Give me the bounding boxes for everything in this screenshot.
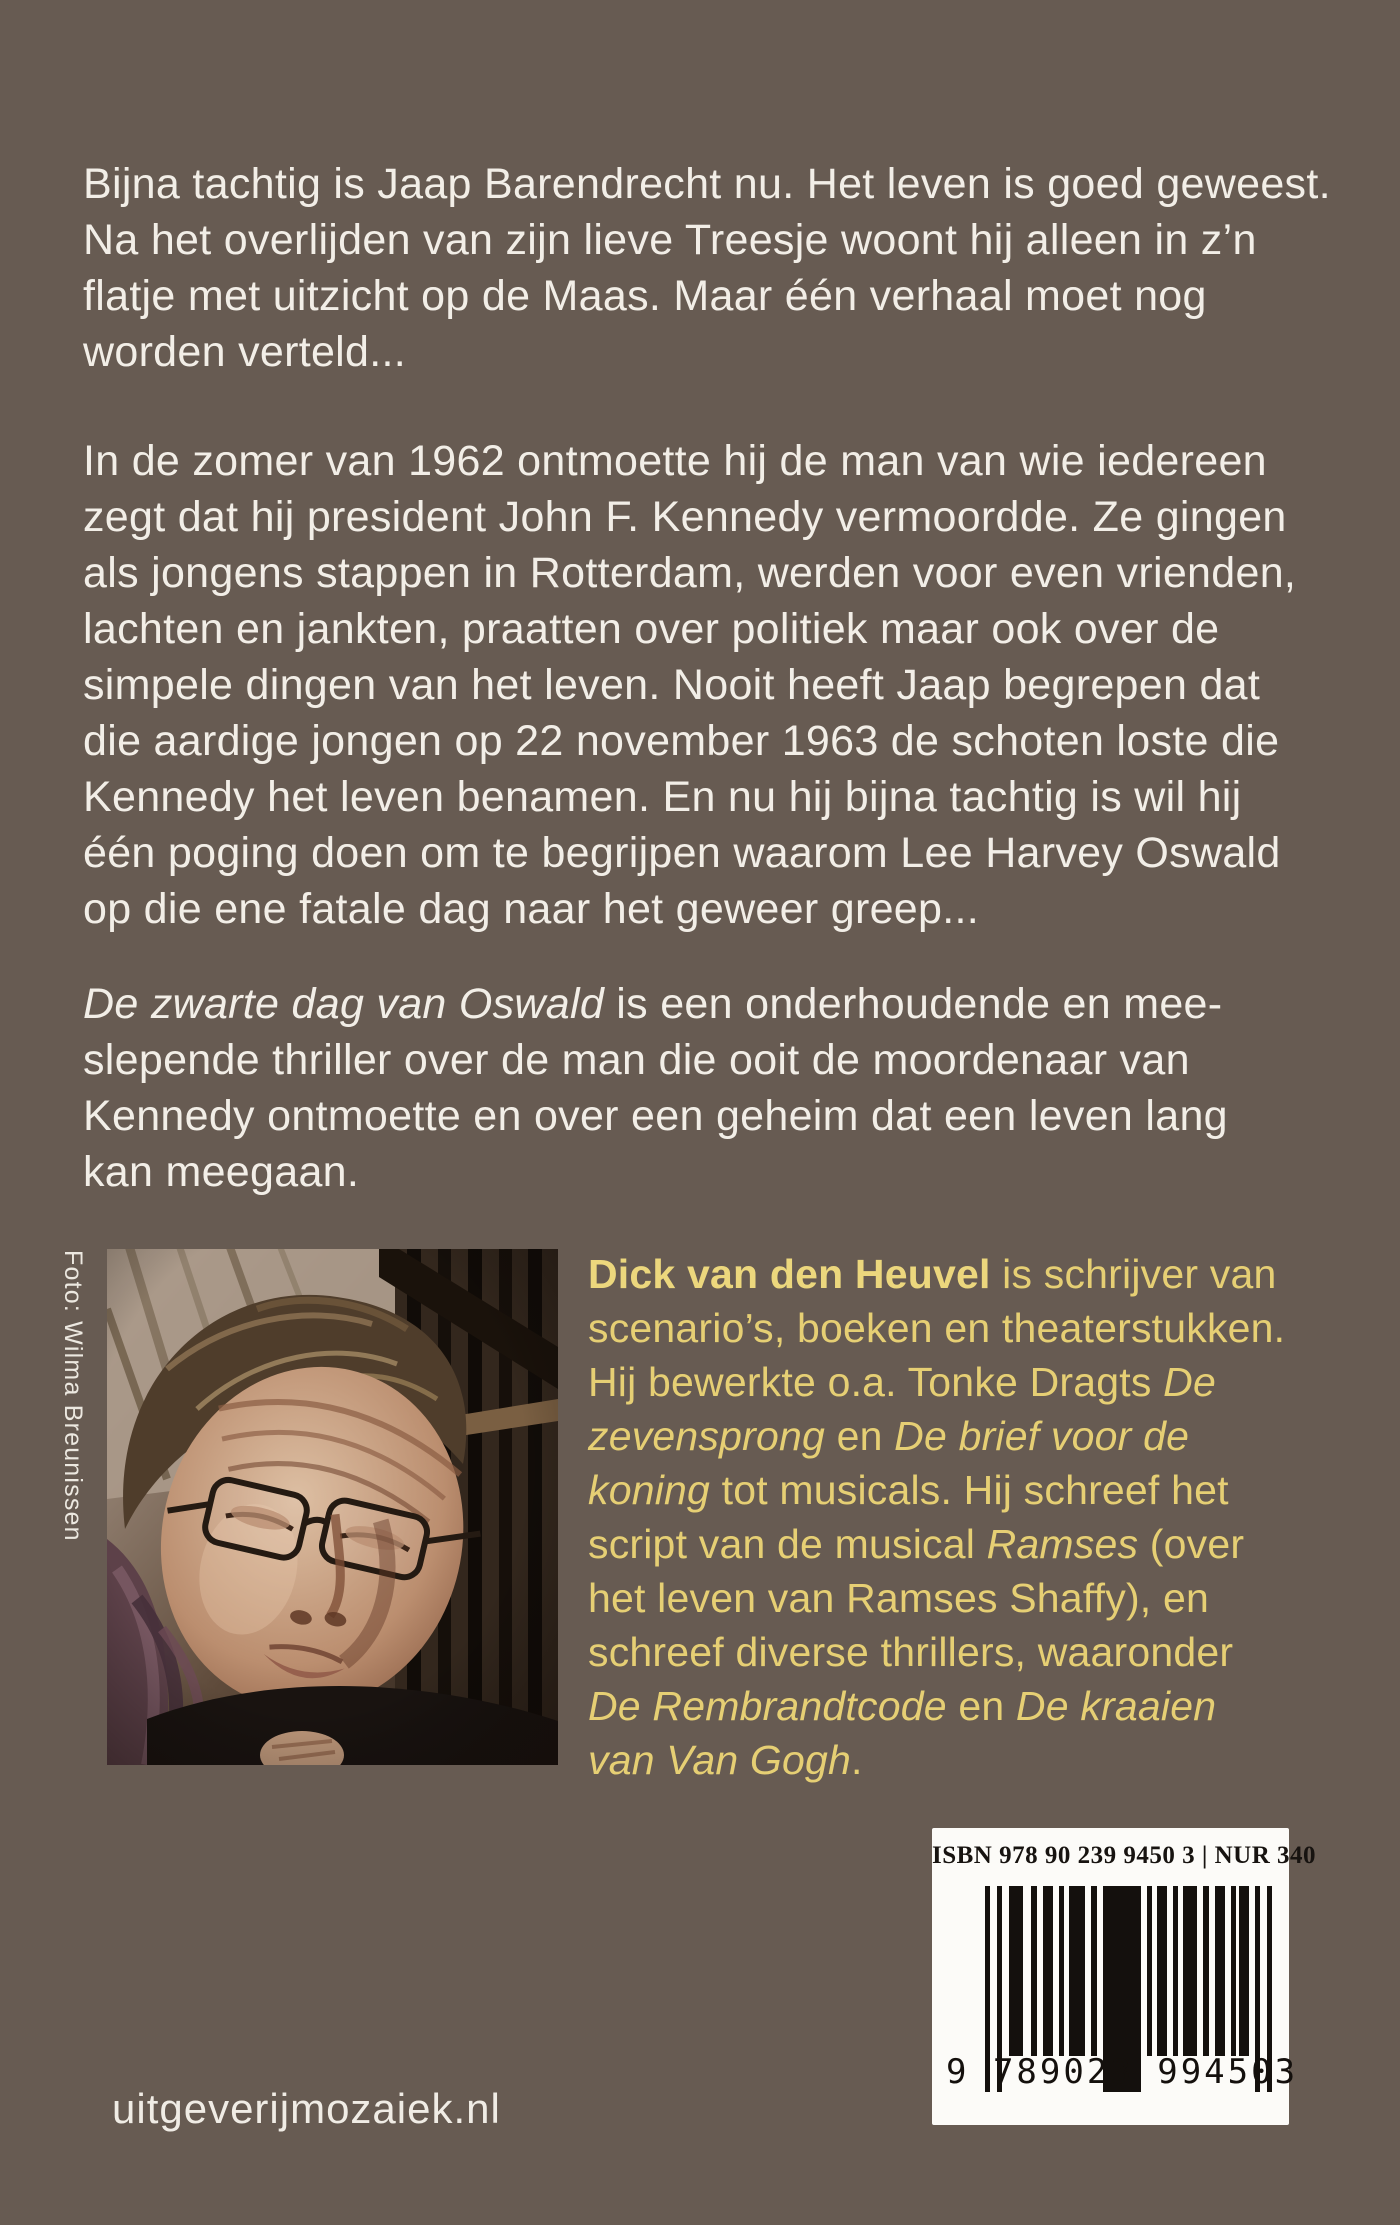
author-photo	[107, 1249, 558, 1765]
text-segment: worden verteld...	[83, 328, 406, 376]
text-segment: en	[946, 1683, 1016, 1729]
text-line	[83, 601, 1296, 657]
author-photo-illustration	[107, 1249, 558, 1765]
text-segment: koning	[588, 1467, 711, 1513]
text-segment: De	[1163, 1359, 1216, 1405]
text-segment: zevensprong	[588, 1413, 825, 1459]
text-segment: De Rembrandtcode	[588, 1683, 947, 1729]
text-segment: In de zomer van 1962 ontmoette hij de man van wie iedereen	[83, 437, 1267, 485]
text-segment: zegt dat hij president John F. Kennedy vermoordde. Ze gingen	[83, 493, 1287, 541]
text-segment: slepende thriller over de man die ooit de moordenaar van	[83, 1036, 1190, 1084]
text-segment: De kraaien	[1015, 1683, 1217, 1729]
text-segment: Bijna tachtig is Jaap Barendrecht nu. Het leven is goed geweest.	[83, 160, 1331, 208]
text-segment: het leven van Ramses Shaffy), en	[588, 1575, 1209, 1621]
text-segment: schreef diverse thrillers, waaronder	[588, 1629, 1234, 1675]
text-segment: scenario’s, boeken en theaterstukken.	[588, 1305, 1286, 1351]
text-segment: Ramses	[986, 1521, 1139, 1567]
text-segment: kan meegaan.	[83, 1148, 360, 1196]
text-line	[83, 268, 1331, 324]
text-line	[83, 769, 1296, 825]
text-line	[83, 1144, 1228, 1200]
text-segment: die aardige jongen op 22 november 1963 de schoten loste die	[83, 717, 1280, 765]
text-line	[588, 1733, 1285, 1787]
text-segment: is een onderhoudende en mee-	[604, 980, 1223, 1028]
synopsis-paragraph-1	[83, 156, 1331, 380]
text-segment: (over	[1138, 1521, 1245, 1567]
text-segment: De brief voor de	[894, 1413, 1190, 1459]
text-segment: is schrijver van	[990, 1251, 1277, 1297]
text-line	[588, 1571, 1285, 1625]
text-line	[588, 1355, 1285, 1409]
text-line	[588, 1517, 1285, 1571]
text-line	[83, 825, 1296, 881]
author-bio	[588, 1247, 1285, 1787]
text-line	[83, 657, 1296, 713]
text-line	[83, 156, 1331, 212]
text-segment: op die ene fatale dag naar het geweer greep...	[83, 885, 979, 933]
text-line	[83, 1032, 1228, 1088]
text-line	[588, 1247, 1285, 1301]
text-line	[83, 212, 1331, 268]
text-line	[83, 1088, 1228, 1144]
text-segment: .	[851, 1737, 863, 1783]
text-line	[83, 976, 1228, 1032]
synopsis-paragraph-2	[83, 433, 1296, 937]
text-line	[588, 1463, 1285, 1517]
text-segment: Kennedy ontmoette en over een geheim dat een leven lang	[83, 1092, 1228, 1140]
publisher-website: uitgeverijmozaiek.nl	[112, 2085, 501, 2132]
text-line	[83, 545, 1296, 601]
text-segment: simpele dingen van het leven. Nooit heeft Jaap begrepen dat	[83, 661, 1261, 709]
text-line	[588, 1409, 1285, 1463]
text-line	[83, 433, 1296, 489]
text-line	[588, 1301, 1285, 1355]
text-line	[588, 1679, 1285, 1733]
text-segment: tot musicals. Hij schreef het	[710, 1467, 1229, 1513]
isbn-box	[932, 1828, 1317, 2125]
text-segment: script van de musical	[588, 1521, 987, 1567]
text-segment: één poging doen om te begrijpen waarom Lee Harvey Oswald	[83, 829, 1281, 877]
text-segment: als jongens stappen in Rotterdam, werden voor even vrienden,	[83, 549, 1297, 597]
text-line	[83, 489, 1296, 545]
text-line	[83, 324, 1331, 380]
isbn-text: ISBN 978 90 239 9450 3 | NUR 340	[932, 1842, 1317, 1869]
text-segment: Na het overlijden van zijn lieve Treesje woont hij alleen in z’n	[83, 216, 1257, 264]
text-segment: Hij bewerkte o.a. Tonke Dragts	[588, 1359, 1164, 1405]
text-line	[588, 1625, 1285, 1679]
photo-credit-caption: Foto: Wilma Breunissen	[59, 1250, 87, 1542]
text-segment: van Van Gogh	[588, 1737, 852, 1783]
text-segment: Dick van den Heuvel	[588, 1251, 991, 1297]
text-segment: en	[824, 1413, 895, 1459]
text-line	[83, 713, 1296, 769]
text-segment: lachten en jankten, praatten over politiek maar ook over de	[83, 605, 1220, 653]
synopsis-paragraph-3	[83, 976, 1228, 1200]
barcode-digits: 9 789023 994503	[946, 2052, 1299, 2092]
text-segment: Kennedy het leven benamen. En nu hij bijna tachtig is wil hij	[83, 773, 1242, 821]
text-segment: flatje met uitzicht op de Maas. Maar één verhaal moet nog	[83, 272, 1207, 320]
text-segment: De zwarte dag van Oswald	[83, 980, 605, 1028]
text-line	[83, 881, 1296, 937]
vignette	[107, 1249, 558, 1765]
